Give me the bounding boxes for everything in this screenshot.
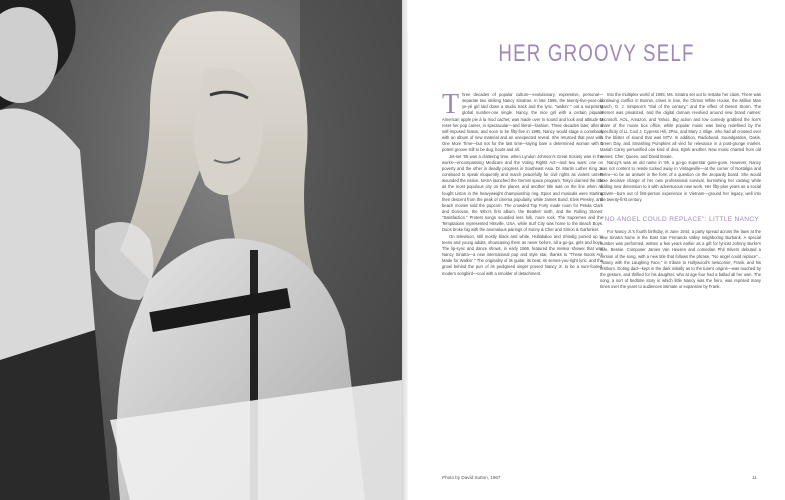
text-right-page	[408, 0, 785, 500]
page-title: HER GROOVY SELF	[498, 40, 695, 67]
text-column-1	[442, 89, 603, 277]
page-number: 11	[752, 475, 757, 480]
paragraph: Into the multiplex world of 1995, Ms. Sinatra set out to restake her claim. There was continuing conflict in Bosnia, crises in Iran, the Clinton White House, the Million Man March, O. J. Simpson's "trial of the century," and the effect of Desert Storm. The internet was privatized, and the digital domain revolved around new brand names: Microsoft, AOL, Amazon, and Yahoo. Big action and low comedy grabbed the lion's share of the movie box office, while popular music was being redefined by the specificity of LL Cool J, Cypress Hill, 2Pac, and Mary J. Blige, who had all crossed over in the blister of sound that was MTV. In addition, Radiohead, Soundgarden, Oasis, Green Day, and Smashing Pumpkins all vied for relevance in a post-grunge market. Mariah Carey personified one kind of diva, Björk another. New music charted from old names: Cher, Queen, and David Bowie.	[600, 92, 761, 159]
paragraph: On television, still mostly black and white, Hullabaloo and Shindig ponied up to teens and young adults, showcasing them as never before, all a-go-go, girls and boys. The lip-sync and dance shows, in early 1966, featured the meteor shower that was Nancy Sinatra—a new international pop and style star, thanks to "These Boots Are Made for Walkin'." The originality of its guitar, its beat, its serves-you-right lyric, and the growl behind the purr of its pedigreed singer proved Nancy Jr. to be a sure-footed, modern songbird—cool with a smolder of detachment.	[442, 233, 603, 276]
photo-credit: Photo by David Sutton, 1967	[442, 475, 501, 480]
paragraph: Three decades of popular culture—evolutionary, expressive, personal—separate two striking Nancy Sinatras. In late 1965, the twenty-five-year-old ye-yé girl laid down a studio track and the lyric, "walkin' " out a surprising global number-one single. Nancy, the nice girl with a certain piquant American apple pie à la mod cachet, was made over in sound and look and attitude to reset her pop career, in spectacular—and literal—fashion. Three decades later, after a self-imposed hiatus, and soon to be fifty-five in 1995, Nancy would stage a comeback with an album of new material and an unexpected reveal. She returned that year with One More Time—but not for the last time—laying bare a determined woman with a potent groove still to be dug, boots and all.	[442, 89, 603, 153]
drop-cap: T	[442, 89, 460, 120]
text-column-2	[600, 92, 761, 291]
section-subhead: "NO ANGEL COULD REPLACE": LITTLE NANCY	[601, 215, 760, 223]
paragraph: Nancy's was an old name in '95, a go-go superstar gone-gone. However, Nancy was not content to reside tucked away in Vintageville—at the corner of Nostalgia and Retro—to be an answer in the form of a question on the Jeopardy board. She would take decisive charge of her own professional survival, burnishing her catalog while adding new dimension to it with adventurous new work. Her fifty-plus years as a social activist—born out of first-person experience in Vietnam—ground her legacy, well into the twenty-first century.	[600, 159, 761, 202]
paragraph: For Nancy Jr.'s fourth birthday, in June 1944, a party spread across the lawn at the new Sinatra home in the East San Fernando Valley neighboring Burbank. A special number was performed, written a few years earlier as a gift for lyricist Johnny Burke's wife, Bessie. Composer James Van Heusen and comedian Phil Silvers debuted a version of the song, with a new title that follows the phrase, "No angel could replace"... "Nancy with the Laughing Face," in tribute to Hollywood's newcomer, Frank, and his firstborn. Doting dad—kept in the dark initially as to the tune's origins—was touched by the gesture, and thrilled for his daughter, who at age four had a ballad all her own. The song, a sort of bedtime story in which little Nancy was the hero, was reprised many times over the years to audiences intimate or expansive by Frank.	[600, 228, 761, 290]
paragraph: Jet-set '65 was a clattering time, when Lyndon Johnson's Great Society was in the works—encompassing Medicare and the Voting Rights Act—and two wars: one on poverty and the other in deadly progress in Southeast Asia. Dr. Martin Luther King Jr. continued to speak eloquently and march peacefully for civil rights as violent unrest wounded the nation. NASA launched the Gemini space program. Tokyo claimed the title as the most populous city on the planet, and another title was on the line when Ali fought Liston in the heavyweight championship ring. Epics and musicals were starting their descent from the peak of cinema popularity, while James Bond, Elvis Presley, and beach movies sold the popcorn. The crowded Top Forty made room for Petula Clark and Donovan, the Who's first album, the Beatles' sixth, and the Rolling Stones' "Satisfaction." Protest songs sounded less folk, more rock. The Supremes and the Temptations represented Hitsville, USA, while Surf City was home to the Beach Boys. Duos broke big with the anomalous pairings of Sonny & Cher and Simon & Garfunkel.	[442, 153, 603, 233]
